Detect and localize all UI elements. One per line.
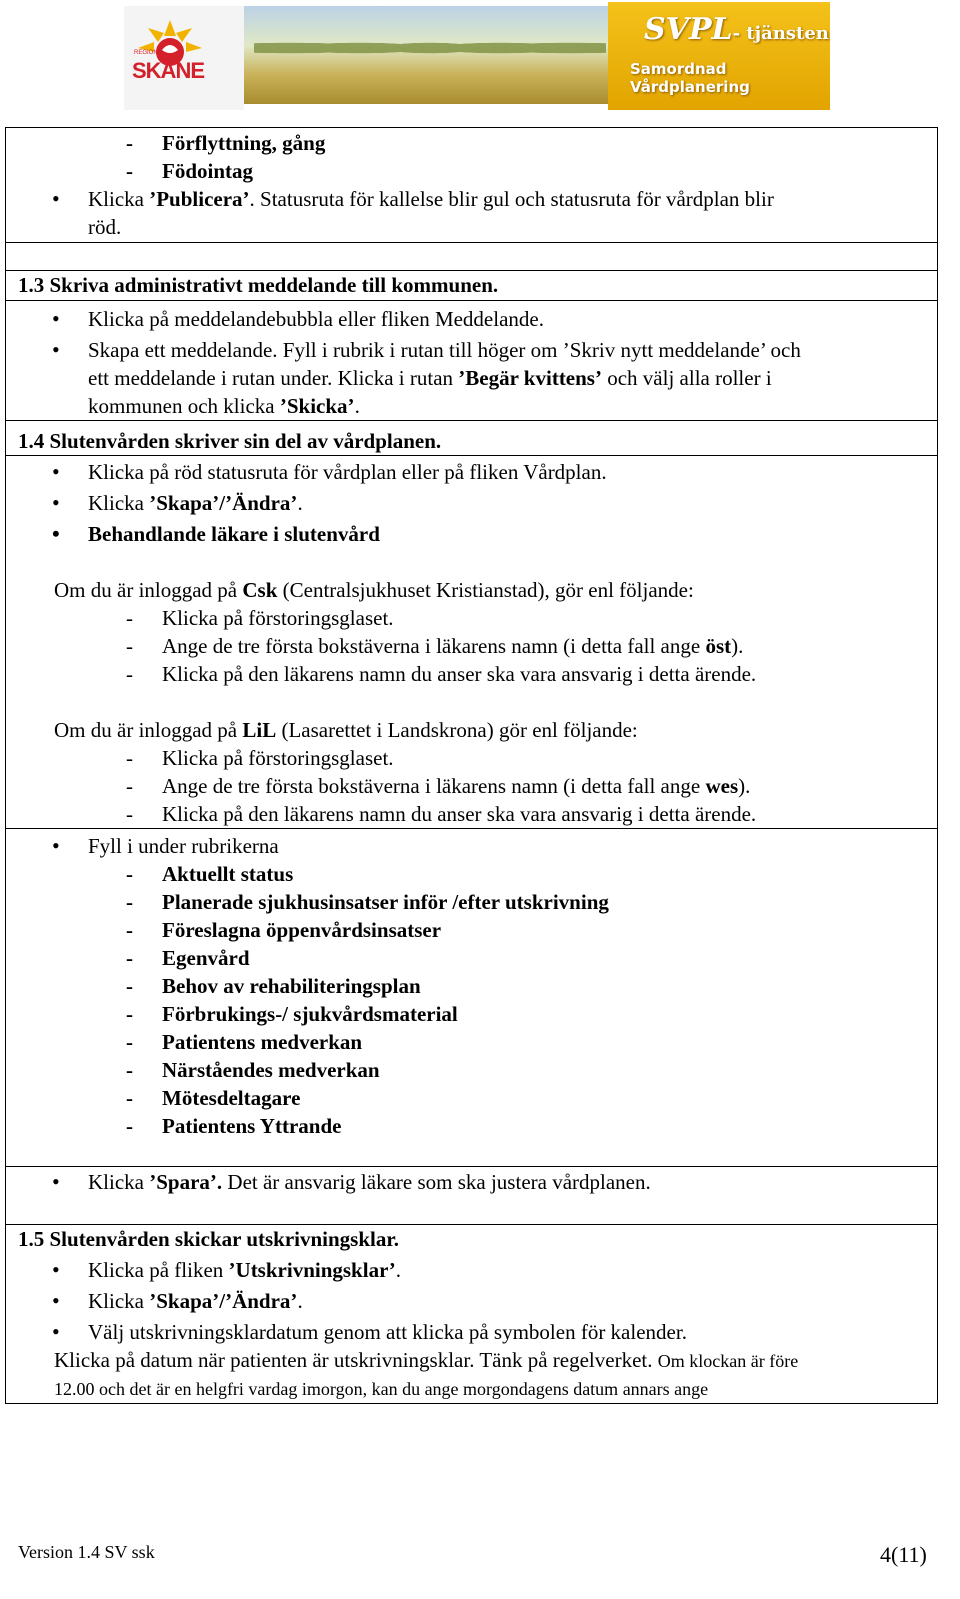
section-heading: 1.3 Skriva administrativt meddelande till kommunen. <box>18 273 499 297</box>
footer-version: Version 1.4 SV ssk <box>18 1542 155 1562</box>
paragraph: Om du är inloggad på LiL (Lasarettet i Landskrona) gör enl följande: <box>54 718 638 742</box>
list-item: • Klicka på meddelandebubbla eller fliken Meddelande. <box>16 305 937 333</box>
list-item: - Klicka på den läkarens namn du anser ska vara ansvarig i detta ärende. <box>16 800 937 828</box>
list-item: • Behandlande läkare i slutenvård <box>16 520 937 548</box>
list-item: - Patientens medverkan <box>16 1028 937 1056</box>
table-cell <box>6 1225 938 1404</box>
list-item: - Förbrukings-/ sjukvårdsmaterial <box>16 1000 937 1028</box>
list-item: - Ange de tre första bokstäverna i läkarens namn (i detta fall ange öst). <box>16 632 937 660</box>
region-skane-logo-area <box>124 6 244 110</box>
list-item-continuation: röd. <box>88 215 122 239</box>
table-row <box>6 1225 938 1404</box>
table-row <box>6 243 938 271</box>
footer-page-number: 4(11) <box>880 1542 927 1567</box>
table-row <box>6 456 938 829</box>
list-item: - Patientens Yttrande <box>16 1112 937 1140</box>
paragraph: Om du är inloggad på Csk (Centralsjukhuset Kristianstad), gör enl följande: <box>54 578 694 602</box>
list-item: • Klicka ’Publicera’. Statusruta för kallelse blir gul och statusruta för vårdplan blir <box>16 185 937 213</box>
list-item: - Planerade sjukhusinsatser inför /efter utskrivning <box>16 888 937 916</box>
section-heading: 1.5 Slutenvården skickar utskrivningsklar. <box>18 1227 400 1251</box>
list-item: • Skapa ett meddelande. Fyll i rubrik i rutan till höger om ’Skriv nytt meddelande’ och <box>16 336 937 364</box>
list-item: - Mötesdeltagare <box>16 1084 937 1112</box>
list-item: - Klicka på den läkarens namn du anser ska vara ansvarig i detta ärende. <box>16 660 937 688</box>
banner-title-area <box>608 2 830 110</box>
list-item-continuation: ett meddelande i rutan under. Klicka i rutan ’Begär kvittens’ och välj alla roller i <box>88 366 772 390</box>
table-cell <box>6 421 938 456</box>
list-item: - Närståendes medverkan <box>16 1056 937 1084</box>
table-cell <box>6 829 938 1167</box>
table-cell <box>6 128 938 243</box>
page-header <box>124 2 830 110</box>
table-row <box>6 128 938 243</box>
list-item: - Egenvård <box>16 944 937 972</box>
table-row <box>6 301 938 421</box>
logo-region-text: REGION <box>134 50 158 56</box>
list-item: • Fyll i under rubrikerna <box>16 832 937 860</box>
table-cell <box>6 301 938 421</box>
list-item: - Födointag <box>16 157 937 185</box>
list-item: • Klicka ’Skapa’/’Ändra’. <box>16 489 937 517</box>
section-heading: 1.4 Slutenvården skriver sin del av vårdplanen. <box>18 429 442 453</box>
table-row <box>6 271 938 301</box>
instruction-table <box>5 127 938 1404</box>
list-item: • Klicka på fliken ’Utskrivningsklar’. <box>16 1256 937 1284</box>
table-cell <box>6 456 938 829</box>
list-item: • Klicka ’Spara’. Det är ansvarig läkare som ska justera vårdplanen. <box>16 1168 937 1196</box>
table-row <box>6 1167 938 1225</box>
table-cell <box>6 271 938 301</box>
list-item: • Klicka på röd statusruta för vårdplan eller på fliken Vårdplan. <box>16 458 937 486</box>
list-item: - Klicka på förstoringsglaset. <box>16 744 937 772</box>
table-row <box>6 829 938 1167</box>
list-item: - Ange de tre första bokstäverna i läkarens namn (i detta fall ange wes). <box>16 772 937 800</box>
list-item: - Klicka på förstoringsglaset. <box>16 604 937 632</box>
list-item: - Förflyttning, gång <box>16 129 937 157</box>
list-item: • Klicka ’Skapa’/’Ändra’. <box>16 1287 937 1315</box>
logo-text: SKÅNE <box>132 58 205 83</box>
banner-photo <box>244 6 616 104</box>
list-item: - Behov av rehabiliteringsplan <box>16 972 937 1000</box>
banner-subtitle: Samordnad Vårdplanering <box>630 60 750 96</box>
table-cell <box>6 243 938 271</box>
table-row <box>6 421 938 456</box>
list-item: • Välj utskrivningsklardatum genom att klicka på symbolen för kalender. <box>16 1318 937 1346</box>
list-item: - Föreslagna öppenvårdsinsatser <box>16 916 937 944</box>
list-item: - Aktuellt status <box>16 860 937 888</box>
paragraph: Klicka på datum när patienten är utskrivningsklar. Tänk på regelverket. Om klockan är före <box>54 1348 799 1372</box>
list-item-continuation: kommunen och klicka ’Skicka’. <box>88 394 360 418</box>
banner-title: SVPL- tjänsten <box>644 12 829 47</box>
table-cell <box>6 1167 938 1225</box>
paragraph: 12.00 och det är en helgfri vardag imorgon, kan du ange morgondagens datum annars ange <box>54 1379 709 1399</box>
